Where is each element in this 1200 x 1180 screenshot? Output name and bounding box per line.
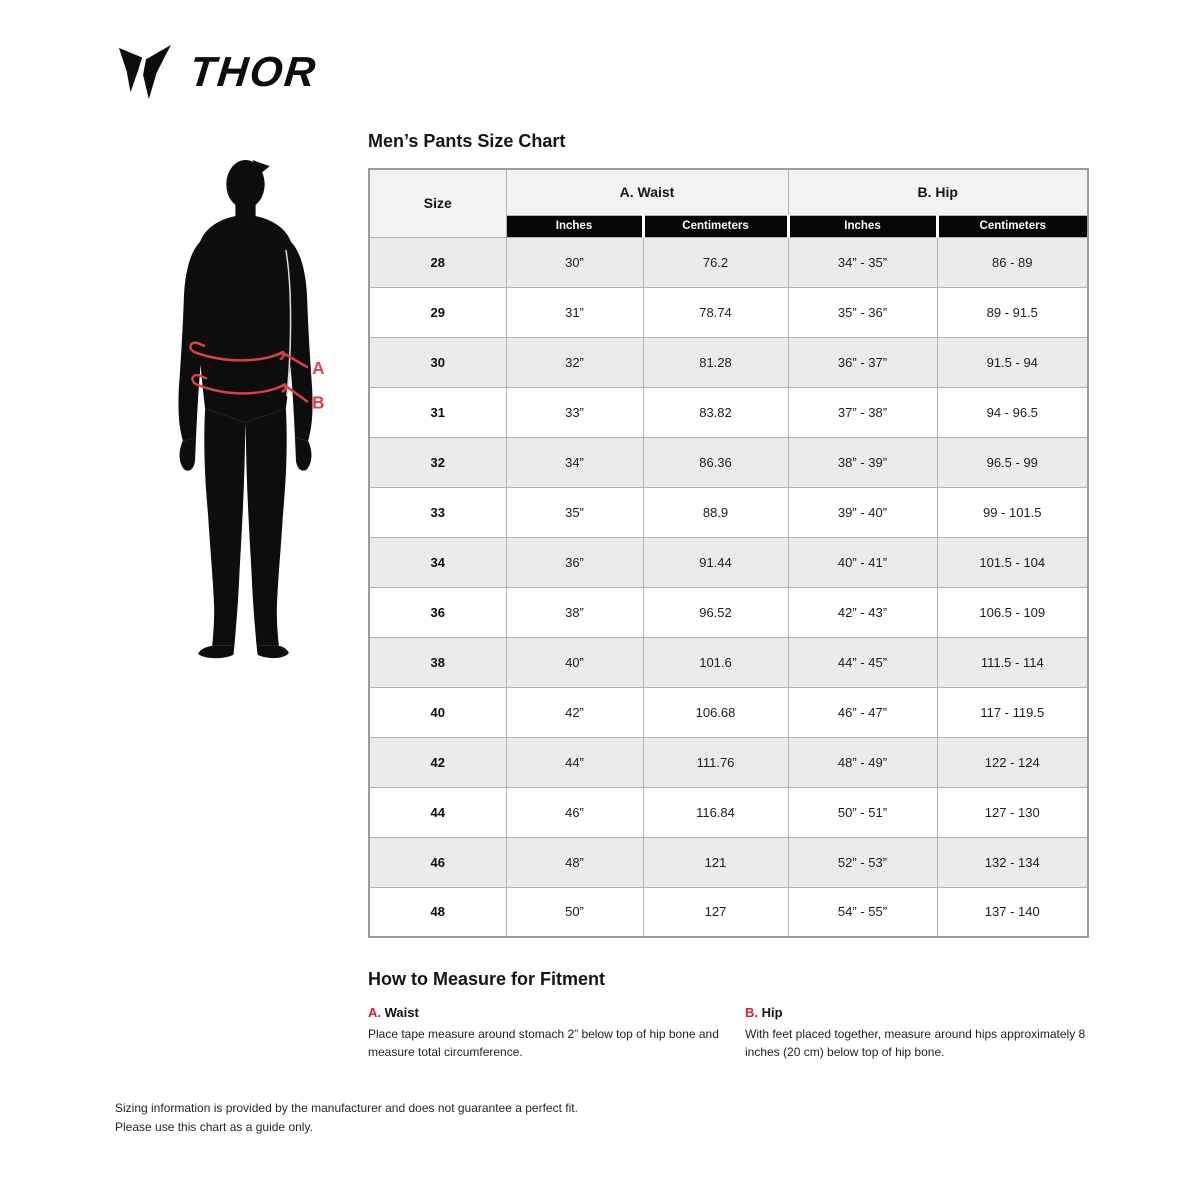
hip-cm-cell: 91.5 - 94 [937,337,1088,387]
figure-label-b: B [312,392,325,413]
howto-heading: How to Measure for Fitment [368,969,606,989]
table-row [369,887,1088,937]
size-table [368,168,1089,938]
column-group-waist: A. Waist [506,169,788,215]
thor-wordmark: THOR [187,48,320,95]
waist-in-cell: 38” [506,587,643,637]
hip-in-cell: 37” - 38” [788,387,937,437]
size-cell: 28 [369,237,506,287]
waist-cm-cell: 106.68 [643,687,788,737]
male-silhouette [146,154,346,664]
table-row [369,387,1088,437]
subheader-hip-inches: Inches [788,215,937,237]
waist-cm-cell: 86.36 [643,437,788,487]
size-cell: 38 [369,637,506,687]
howto-waist-letter: A. [368,1005,381,1020]
hip-cm-cell: 96.5 - 99 [937,437,1088,487]
waist-cm-cell: 83.82 [643,387,788,437]
howto-waist-title [368,1005,745,1020]
table-row [369,237,1088,287]
waist-in-cell: 40” [506,637,643,687]
howto-hip-block [745,1005,1087,1061]
table-row [369,437,1088,487]
table-row [369,737,1088,787]
hip-cm-cell: 94 - 96.5 [937,387,1088,437]
hip-in-cell: 39” - 40” [788,487,937,537]
waist-in-cell: 44” [506,737,643,787]
how-to-measure-section [368,969,1087,1061]
waist-in-cell: 32” [506,337,643,387]
waist-in-cell: 36” [506,537,643,587]
waist-cm-cell: 121 [643,837,788,887]
table-row [369,687,1088,737]
hip-in-cell: 36” - 37” [788,337,937,387]
table-row [369,637,1088,687]
waist-in-cell: 42” [506,687,643,737]
size-cell: 30 [369,337,506,387]
column-group-hip: B. Hip [788,169,1088,215]
howto-waist-text: Place tape measure around stomach 2” below top of hip bone and measure total circumference. [368,1027,719,1059]
size-cell: 29 [369,287,506,337]
subheader-hip-centimeters: Centimeters [937,215,1088,237]
disclaimer-line-2: Please use this chart as a guide only. [115,1120,313,1134]
table-header-row [369,169,1088,215]
hip-in-cell: 48” - 49” [788,737,937,787]
waist-cm-cell: 127 [643,887,788,937]
waist-in-cell: 31” [506,287,643,337]
howto-hip-title [745,1005,1087,1020]
size-cell: 31 [369,387,506,437]
howto-hip-text: With feet placed together, measure around hips approximately 8 inches (20 cm) below top of hip bone. [745,1027,1086,1059]
howto-hip-letter: B. [745,1005,758,1020]
waist-in-cell: 46” [506,787,643,837]
hip-in-cell: 40” - 41” [788,537,937,587]
body-measurement-figure [146,154,346,664]
size-cell: 32 [369,437,506,487]
subheader-waist-centimeters: Centimeters [643,215,788,237]
size-cell: 48 [369,887,506,937]
table-row [369,837,1088,887]
waist-in-cell: 33” [506,387,643,437]
hip-cm-cell: 101.5 - 104 [937,537,1088,587]
table-row [369,337,1088,387]
hip-cm-cell: 122 - 124 [937,737,1088,787]
waist-cm-cell: 111.76 [643,737,788,787]
waist-cm-cell: 76.2 [643,237,788,287]
size-cell: 36 [369,587,506,637]
table-row [369,287,1088,337]
hip-cm-cell: 89 - 91.5 [937,287,1088,337]
disclaimer [115,1099,578,1137]
size-table-body [369,237,1088,937]
waist-in-cell: 50” [506,887,643,937]
howto-hip-label: Hip [761,1005,783,1020]
table-row [369,537,1088,587]
hip-in-cell: 52” - 53” [788,837,937,887]
disclaimer-line-1: Sizing information is provided by the manufacturer and does not guarantee a perfect fit. [115,1101,578,1115]
hip-cm-cell: 111.5 - 114 [937,637,1088,687]
male-silhouette-body [178,160,312,658]
hip-cm-cell: 117 - 119.5 [937,687,1088,737]
size-cell: 44 [369,787,506,837]
hip-in-cell: 34” - 35” [788,237,937,287]
size-cell: 34 [369,537,506,587]
thor-logo [116,42,320,102]
waist-cm-cell: 101.6 [643,637,788,687]
size-cell: 33 [369,487,506,537]
waist-in-cell: 30” [506,237,643,287]
size-cell: 46 [369,837,506,887]
waist-in-cell: 34” [506,437,643,487]
hip-cm-cell: 86 - 89 [937,237,1088,287]
table-row [369,787,1088,837]
size-chart-section [368,131,1087,1061]
waist-cm-cell: 116.84 [643,787,788,837]
howto-waist-label: Waist [384,1005,419,1020]
waist-cm-cell: 81.28 [643,337,788,387]
size-cell: 42 [369,737,506,787]
hip-cm-cell: 127 - 130 [937,787,1088,837]
hip-cm-cell: 132 - 134 [937,837,1088,887]
hip-in-cell: 44” - 45” [788,637,937,687]
figure-label-a: A [312,358,325,379]
hip-in-cell: 42” - 43” [788,587,937,637]
hip-cm-cell: 99 - 101.5 [937,487,1088,537]
hip-cm-cell: 137 - 140 [937,887,1088,937]
waist-in-cell: 35” [506,487,643,537]
table-row [369,587,1088,637]
column-header-size: Size [369,169,506,237]
hip-in-cell: 38” - 39” [788,437,937,487]
hip-in-cell: 46” - 47” [788,687,937,737]
hip-cm-cell: 106.5 - 109 [937,587,1088,637]
hip-in-cell: 35” - 36” [788,287,937,337]
page-title: Men’s Pants Size Chart [368,131,566,151]
waist-in-cell: 48” [506,837,643,887]
waist-cm-cell: 78.74 [643,287,788,337]
table-row [369,487,1088,537]
hip-in-cell: 54” - 55” [788,887,937,937]
subheader-waist-inches: Inches [506,215,643,237]
size-cell: 40 [369,687,506,737]
waist-cm-cell: 88.9 [643,487,788,537]
waist-cm-cell: 91.44 [643,537,788,587]
hip-in-cell: 50” - 51” [788,787,937,837]
waist-cm-cell: 96.52 [643,587,788,637]
thor-warhawk-icon [116,42,174,102]
howto-waist-block [368,1005,745,1061]
